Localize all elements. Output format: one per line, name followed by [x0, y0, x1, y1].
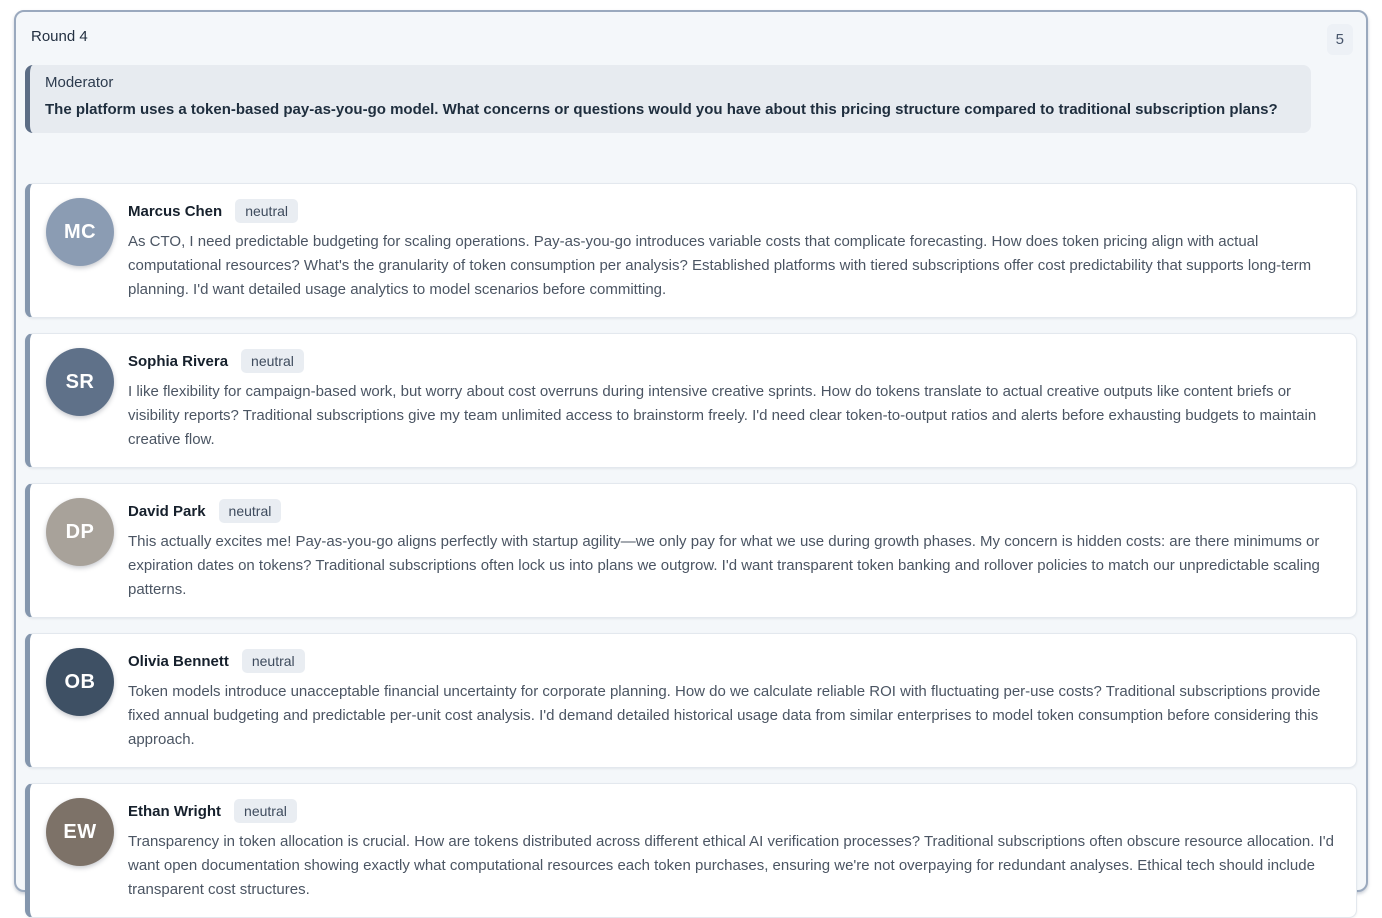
name-row	[128, 349, 1340, 373]
name-row	[128, 649, 1340, 673]
participant-card	[25, 183, 1357, 318]
avatar: SR	[46, 348, 114, 416]
stance-badge: neutral	[219, 499, 282, 523]
round-panel	[14, 10, 1368, 898]
response-body	[128, 496, 1340, 602]
response-body	[128, 196, 1340, 302]
participant-card	[25, 483, 1357, 618]
participant-name: Olivia Bennett	[128, 652, 229, 670]
name-row	[128, 799, 1340, 823]
response-message: As CTO, I need predictable budgeting for scaling operations. Pay-as-you-go introduces variable costs that complicate forecasting. How does token pricing align with actual computational resources? What's the granularity of token consumption per analysis? Established platforms with tiered subscriptions offer cost predictability that supports long-term planning. I'd want detailed usage analytics to model scenarios before committing.	[128, 233, 1312, 298]
stance-badge: neutral	[241, 349, 304, 373]
participant-name: David Park	[128, 502, 206, 520]
stance-badge: neutral	[242, 649, 305, 673]
round-header	[25, 24, 1357, 55]
participant-name: Sophia Rivera	[128, 352, 229, 370]
avatar: DP	[46, 498, 114, 566]
participant-card	[25, 633, 1357, 768]
participant-count-badge: 5	[1327, 24, 1353, 55]
stance-badge: neutral	[234, 799, 297, 823]
response-body	[128, 796, 1340, 902]
participant-name: Marcus Chen	[128, 202, 223, 220]
response-message: Transparency in token allocation is crucial. How are tokens distributed across different ethical AI verification processes? Traditional subscriptions often obscure resource allocation. I'd want open documentation showing exactly what computational resources each token purchases, ensuring we're not overpaying for redundant analyses. Ethical tech should include transparent cost structures.	[128, 833, 1334, 898]
participant-card	[25, 333, 1357, 468]
stance-badge: neutral	[235, 199, 298, 223]
moderator-question: The platform uses a token-based pay-as-you-go model. What concerns or questions would you have about this pricing structure compared to traditional subscription plans?	[45, 101, 1278, 118]
participant-card	[25, 783, 1357, 918]
name-row	[128, 499, 1340, 523]
participant-name: Ethan Wright	[128, 802, 222, 820]
response-body	[128, 346, 1340, 452]
name-row	[128, 199, 1340, 223]
moderator-label: Moderator	[45, 74, 114, 91]
round-title: Round 4	[31, 28, 88, 45]
avatar: MC	[46, 198, 114, 266]
avatar: OB	[46, 648, 114, 716]
response-message: I like flexibility for campaign-based work, but worry about cost overruns during intensive creative sprints. How do tokens translate to actual creative outputs like content briefs or visibility reports? Traditional subscriptions give my team unlimited access to brainstorm freely. I'd need clear token-to-output ratios and alerts before exhausting budgets to maintain creative flow.	[128, 383, 1317, 448]
moderator-message	[25, 65, 1311, 133]
responses-list	[25, 183, 1357, 918]
response-body	[128, 646, 1340, 752]
avatar: EW	[46, 798, 114, 866]
response-message: Token models introduce unacceptable financial uncertainty for corporate planning. How do we calculate reliable ROI with fluctuating per-use costs? Traditional subscriptions provide fixed annual budgeting and predictable per-unit cost analysis. I'd demand detailed historical usage data from similar enterprises to model token consumption before considering this approach.	[128, 683, 1321, 748]
response-message: This actually excites me! Pay-as-you-go aligns perfectly with startup agility—we only pay for what we use during growth phases. My concern is hidden costs: are there minimums or expiration dates on tokens? Traditional subscriptions often lock us into plans we outgrow. I'd want transparent token banking and rollover policies to match our unpredictable scaling patterns.	[128, 533, 1320, 598]
